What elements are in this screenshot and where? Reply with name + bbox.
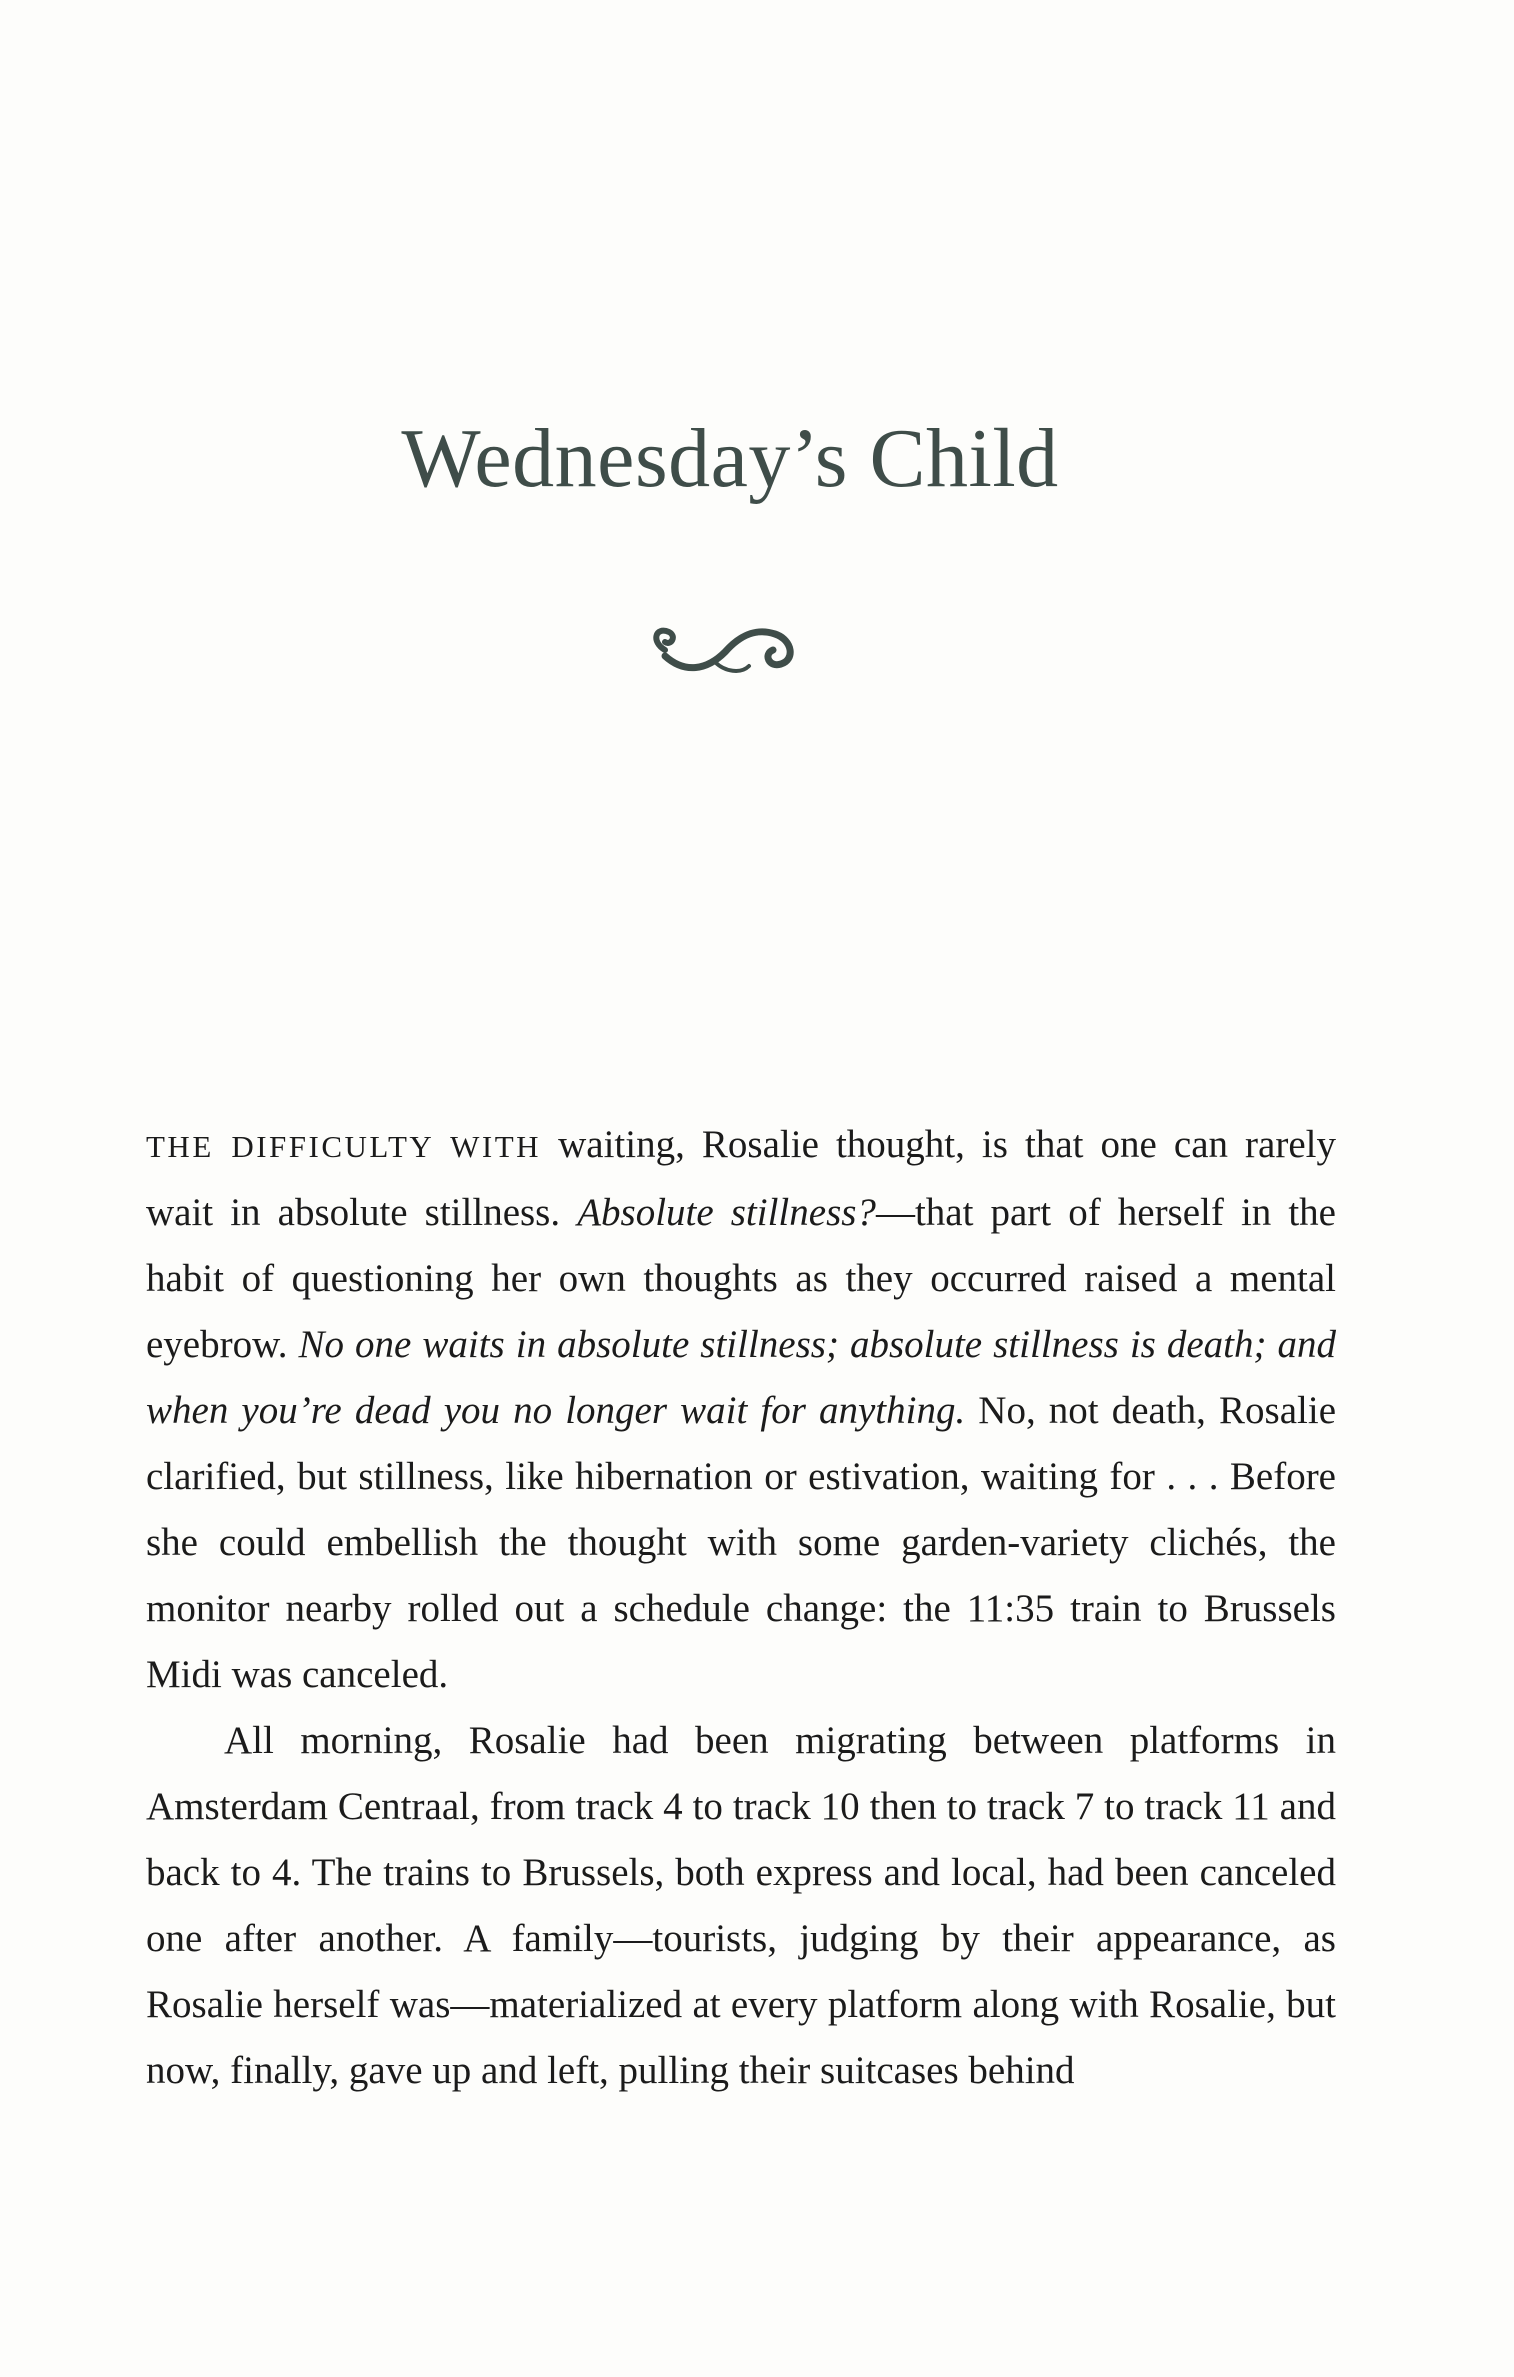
paragraph-1-text-a: waiting, Rosalie thought, is that one can rarely wait in absolute stillness. xyxy=(146,1123,1336,1234)
paragraph-2: All morning, Rosalie had been migrating between platforms in Amsterdam Centraal, from track 4 to track 10 then to track 7 to track 11 and back to 4. The trains to Brussels, both express and local, had been canceled one after another. A family—tourists, judging by their appearance, as Rosalie herself was—materialized at every platform along with Rosalie, but now, finally, gave up and left, pulling their suitcases behind xyxy=(146,1719,1336,2092)
paragraph-1 xyxy=(146,1112,1336,1708)
paragraph-1-italic-a: Absolute stillness? xyxy=(577,1191,876,1234)
chapter-title: Wednesday’s Child xyxy=(401,412,1059,505)
paragraph-1-text-b: —that part of herself in the habit of questioning her own thoughts as they occurred raised a mental eyebrow. xyxy=(146,1191,1336,1366)
paragraph-lead-in: THE DIFFICULTY WITH xyxy=(146,1129,542,1164)
fleuron-ornament-icon xyxy=(645,612,815,684)
body-text xyxy=(146,1112,1336,2104)
paragraph-1-italic-b: No one waits in absolute stillness; absolute stillness is death; and when you’re dead you no longer wait for anything. xyxy=(146,1323,1336,1432)
paragraph-1-text-c: No, not death, Rosalie clarified, but stillness, like hibernation or estivation, waiting for . . . Before she could embellish the thought with some garden-variety clichés, the monitor nearby rolled out a schedule change: the 11:35 train to Brussels Midi was canceled. xyxy=(146,1389,1336,1696)
